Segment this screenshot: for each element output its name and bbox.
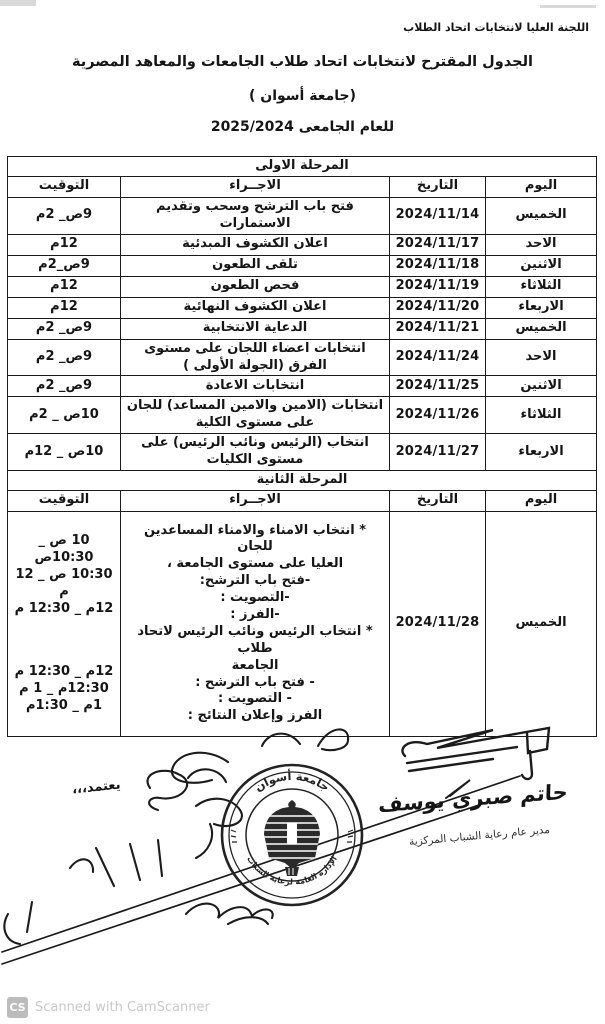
timing-cell: 9ص_ 2م [7, 318, 120, 339]
watermark-text: Scanned with CamScanner [35, 1000, 210, 1015]
date-cell: 2024/11/27 [390, 434, 486, 471]
day-cell: الخميس [486, 197, 597, 234]
table-row [7, 376, 596, 397]
date-cell: 2024/11/25 [390, 376, 486, 397]
table-row [7, 255, 596, 276]
procedure-cell: الدعاية الانتخابية [121, 318, 390, 339]
procedure-cell: اعلان الكشوف النهائية [121, 297, 390, 318]
date-cell: 2024/11/28 [390, 511, 486, 736]
timing-line: 10 ص _ 10:30ص [34, 533, 94, 566]
date-cell: 2024/11/21 [390, 318, 486, 339]
procedure-line: * انتخاب الامناء والامناء المساعدين للجان [143, 522, 367, 555]
date-cell: 2024/11/14 [390, 197, 486, 234]
day-cell: الخميس [486, 318, 597, 339]
stage2-title: المرحلة الثانية [7, 471, 596, 491]
stage1-title: المرحلة الاولى [7, 157, 596, 177]
timing-cell [7, 511, 120, 736]
day-cell: الاربعاء [486, 297, 597, 318]
signature-area [0, 716, 605, 976]
day-cell: الاثنين [486, 255, 597, 276]
day-cell: الثلاثاء [486, 397, 597, 434]
timing-gap [11, 618, 117, 664]
header-day: اليوم [486, 176, 597, 197]
procedure-cell: فتح باب الترشح وسحب وتقديم الاستمارات [121, 197, 390, 234]
timing-cell: 9ص_ 2م [7, 197, 120, 234]
timing-line: 12م _ 12:30 م [14, 600, 114, 616]
university-subtitle: (جامعة أسوان ) [248, 88, 357, 104]
page-title: الجدول المقترح لانتخابات اتحاد طلاب الجامعات والمعاهد المصرية [71, 54, 533, 70]
timing-cell: 12م [7, 297, 120, 318]
day-cell: الخميس [486, 511, 597, 736]
header-procedure: الاجــراء [121, 176, 390, 197]
procedure-line: العليا على مستوى الجامعة ، [166, 556, 344, 572]
procedure-line: - فتح باب الترشح : [195, 674, 315, 690]
procedure-cell: انتخابات الاعادة [121, 376, 390, 397]
date-cell: 2024/11/17 [390, 234, 486, 255]
table-row [7, 197, 596, 234]
timing-line: 1م _ 1:30م [25, 697, 102, 713]
date-cell: 2024/11/20 [390, 297, 486, 318]
timing-line: 12م _ 12:30 م [14, 663, 114, 679]
day-cell: الاربعاء [486, 434, 597, 471]
table-row [7, 318, 596, 339]
director-name: حاتم صبري يوسف [377, 779, 569, 818]
timing-line: 12:30م _ 1 م [19, 680, 109, 696]
director-title: مدير عام رعاية الشباب المركزية [408, 823, 551, 849]
day-cell: الثلاثاء [486, 276, 597, 297]
day-cell: الاثنين [486, 376, 597, 397]
date-cell: 2024/11/19 [390, 276, 486, 297]
timing-cell: 10ص _ 12م [7, 434, 120, 471]
procedure-line: * انتخاب الرئيس ونائب الرئيس لاتحاد طلاب [137, 623, 373, 656]
procedure-cell: انتخابات (الامين والامين المساعد) للجان على مستوى الكلية [121, 397, 390, 434]
date-cell: 2024/11/18 [390, 255, 486, 276]
cs-badge-icon: CS [7, 997, 28, 1018]
procedure-line: -فتح باب الترشح: [199, 573, 311, 589]
table-row [7, 297, 596, 318]
timing-cell: 10ص _ 2م [7, 397, 120, 434]
committee-name: اللجنة العليا لانتخابات اتحاد الطلاب [403, 21, 589, 34]
scan-edge-artifact [0, 0, 36, 6]
procedure-line: الجامعة [231, 657, 279, 673]
official-stamp [217, 760, 367, 910]
timing-cell: 12م [7, 234, 120, 255]
date-cell: 2024/11/26 [390, 397, 486, 434]
procedure-cell: انتخابات اعضاء اللجان على مستوى الفرق (الجولة الأولى ) [121, 339, 390, 376]
stamp-top-text: جامعة أسوان [251, 768, 333, 795]
procedure-line: -الفرز : [230, 607, 280, 623]
procedure-cell [121, 511, 390, 736]
director-signature-flourish [395, 722, 570, 784]
header-date: التاريخ [390, 490, 486, 511]
table-row [7, 276, 596, 297]
header-timing: التوقيت [7, 176, 120, 197]
procedure-line: - التصويت : [218, 691, 292, 707]
procedure-cell: تلقى الطعون [121, 255, 390, 276]
table-row [7, 434, 596, 471]
election-schedule-table [7, 156, 597, 737]
table-row [7, 397, 596, 434]
timing-line: 10:30 ص _ 12 م [15, 567, 113, 600]
header-day: اليوم [486, 490, 597, 511]
table-row [7, 339, 596, 376]
procedure-line: -التصويت : [220, 590, 290, 606]
eagle-emblem-icon [261, 800, 323, 876]
table-row-stage2 [7, 511, 596, 736]
timing-cell: 12م [7, 276, 120, 297]
procedure-cell: انتخاب (الرئيس ونائب الرئيس) على مستوى الكليات [121, 434, 390, 471]
academic-year-line: للعام الجامعى 2025/2024 [210, 119, 395, 135]
procedure-cell: اعلان الكشوف المبدئية [121, 234, 390, 255]
scan-edge-artifact [540, 5, 596, 8]
date-cell: 2024/11/24 [390, 339, 486, 376]
timing-cell: 9ص_2م [7, 255, 120, 276]
timing-cell: 9ص_ 2م [7, 376, 120, 397]
timing-cell: 9ص_ 2م [7, 339, 120, 376]
header-date: التاريخ [390, 176, 486, 197]
camscanner-watermark [7, 997, 210, 1018]
stamp-bottom-text: الإدارة العامة لرعاية الشباب [245, 854, 339, 887]
approve-label: يعتمد،،، [71, 777, 122, 798]
procedure-cell: فحص الطعون [121, 276, 390, 297]
header-procedure: الاجــراء [121, 490, 390, 511]
table-row [7, 234, 596, 255]
procedure-line: الفرز وإعلان النتائج : [187, 708, 323, 724]
day-cell: الاحد [486, 234, 597, 255]
day-cell: الاحد [486, 339, 597, 376]
header-timing: التوقيت [7, 490, 120, 511]
